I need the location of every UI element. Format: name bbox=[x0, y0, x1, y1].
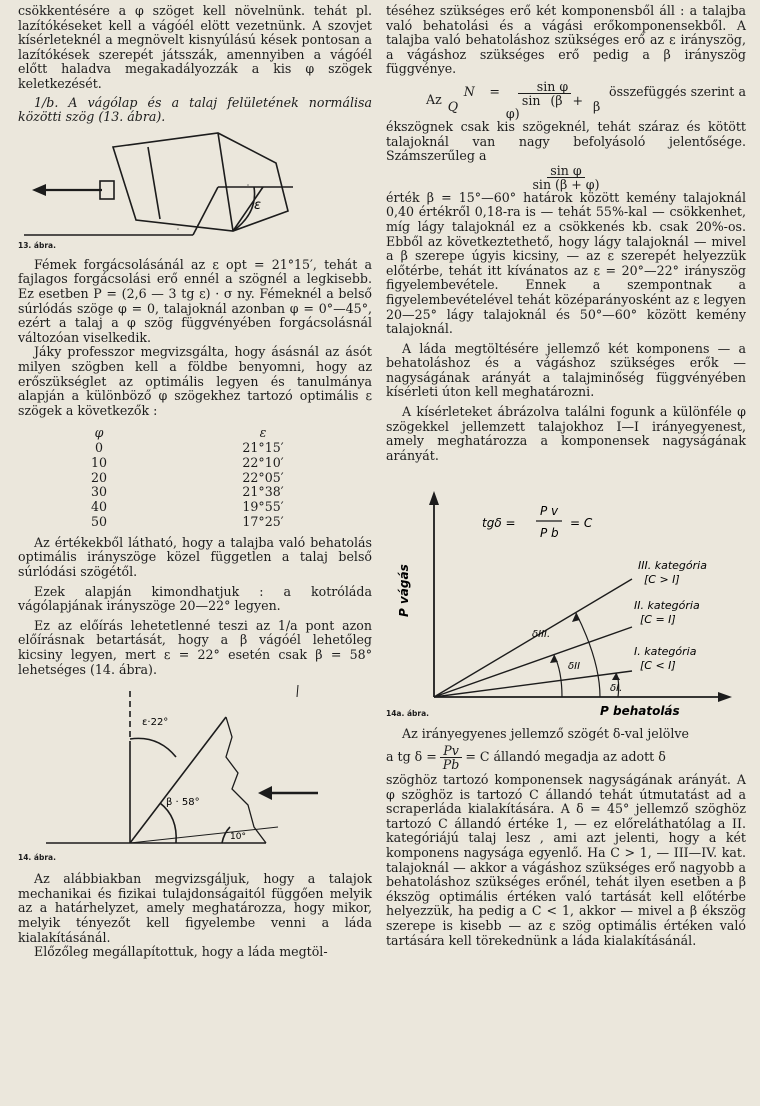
figure-14 bbox=[18, 677, 372, 867]
figure-13-eps-label: ε bbox=[254, 197, 262, 213]
equation-3-pre: a tg δ = bbox=[386, 749, 437, 765]
figure-14a-formula-num: P v bbox=[540, 504, 559, 519]
paragraph: ékszögnek csak kis szögeknél, tehát száraz és kötött talajoknál van nagy befolyásoló jelentősége. Számszerűleg a bbox=[386, 118, 746, 164]
figure-14a-y-label: P vágás bbox=[397, 564, 411, 618]
table-row bbox=[18, 441, 328, 456]
equation-2-numerator: sin φ bbox=[547, 164, 584, 178]
equation-3-numerator: Pv bbox=[440, 744, 462, 758]
figure-14a-line3-cond: [C > I] bbox=[644, 573, 680, 587]
table-row bbox=[18, 515, 328, 530]
figure-14-ten-label: 10° bbox=[230, 832, 246, 843]
table-cell: 21°38′ bbox=[242, 484, 284, 500]
figure-14a bbox=[386, 471, 746, 719]
table-cell: 0 bbox=[94, 440, 103, 456]
table-cell: 22°05′ bbox=[242, 469, 284, 485]
paragraph: Az irányegyenes jellemző szögét δ-val jelölve bbox=[402, 726, 689, 742]
table-row bbox=[18, 485, 328, 500]
figure-14a-delta2: δII bbox=[568, 661, 581, 673]
table-row bbox=[18, 471, 328, 486]
paragraph: Ezek alapján kimondhatjuk : a kotróláda vágólapjának irányszöge 20—22° legyen. bbox=[18, 583, 372, 614]
paragraph: A láda megtöltésére jellemző két komponens — a behatoláshoz és a vágáshoz szükséges erők — nagyságának arányát a talajminőség függvényében kísérleti úton kell meghatározni. bbox=[386, 340, 746, 400]
table-cell: 17°25′ bbox=[242, 514, 284, 530]
table-cell: 10 bbox=[90, 454, 108, 470]
equation-3-fraction bbox=[440, 744, 463, 771]
table-header-phi: φ bbox=[94, 425, 104, 441]
table-row bbox=[18, 456, 328, 471]
figure-13-drawing bbox=[18, 125, 372, 253]
figure-14a-x-label: P behatolás bbox=[600, 704, 680, 719]
paragraph: csökkentésére a φ szöget kell növelnünk. tehát pl. lazítókéseket kell a vágóél elött vezetnünk. A szovjet kísérleteknél a megnövelt kisnyúlású kések pontosan a lazítókések szerepét játsszák, amennyiben a vágóél előtt haladva megakadályozzák a kis φ szögek keletkezését. bbox=[18, 3, 372, 91]
phi-eps-table bbox=[18, 426, 328, 530]
equation-1-pre: Az bbox=[426, 91, 442, 107]
paragraph: érték β = 15°—60° határok között kemény talajoknál 0,40 értékről 0,18-ra is — tehát 55%-kal — csökkenhet, míg lágy talajoknál ez a csökkenés kb. csak 20%-os. Ebből az következtethető, hogy lágy talajoknál — mivel a β szerepe úgyis kicsiny, — az ε szerepét helyezzük előtérbe, tehát itt kívánatos az ε = 20°—22° irányszög figyelembevétele. Ennek a szempontnak a figyelembevételével tehát középarányosként az ε legyen 20—25° lágy talajoknál és 50°—60° között kemény talajoknál. bbox=[386, 189, 746, 337]
equation-2 bbox=[386, 164, 746, 191]
figure-14-drawing bbox=[18, 677, 372, 867]
right-column bbox=[386, 4, 746, 948]
table-cell: 50 bbox=[90, 514, 108, 530]
paragraph: A kísérleteket ábrázolva találni fogunk a különféle φ szögekkel jellemzett talajokhoz I—I irányegyenest, amely meghatározza a komponensek nagyságának arányát. bbox=[386, 404, 746, 463]
equation-1-numerator: sin φ bbox=[518, 80, 571, 94]
figure-14a-chart bbox=[386, 471, 746, 719]
table-cell: 40 bbox=[90, 499, 108, 515]
table-cell: 22°10′ bbox=[242, 454, 284, 470]
figure-14a-formula-rhs: = C bbox=[570, 516, 593, 531]
figure-13 bbox=[18, 125, 372, 253]
paragraph: Előzőleg megállapítottuk, hogy a láda megtöl- bbox=[34, 944, 328, 960]
section-heading: 1/b. A vágólap és a talaj felületének normálisa közötti szög (13. ábra). bbox=[18, 94, 372, 125]
figure-14a-line1-cond: [C < I] bbox=[640, 659, 676, 673]
figure-13-caption: 13. ábra. bbox=[18, 240, 56, 250]
equation-1-denominator: sin (β + φ) bbox=[505, 92, 584, 121]
figure-14-caption: 14. ábra. bbox=[18, 853, 56, 863]
equation-1-fraction bbox=[503, 80, 586, 120]
figure-14a-line3-label: III. kategória bbox=[638, 559, 707, 573]
equation-3-post: = C állandó megadja az adott δ bbox=[465, 749, 666, 765]
paragraph: téséhez szükséges erő két komponensből áll : a talajba való behatolási és a vágási erőkomponensekből. A talajba való behatoláshoz szükséges erő az ε irányszög, a vágáshoz szükséges erő pedig a β irányszög függvénye. bbox=[386, 3, 746, 77]
paragraph: szöghöz tartozó komponensek nagyságának arányát. A φ szöghöz is tartozó C állandó tehát útmutatást ad a scraperláda kialakítására. A δ = 45° jellemző szöghöz tartozó C állandó értéke 1, — ez előreláthatólag a II. kategóriájú talaj lesz , ami azt jelenti, hogy a két komponens nagysága egyenlő. Ha C > 1, — III—IV. kat. talajoknál — akkor a vágáshoz szükséges erő nagyobb a behatoláshoz szükséges erőnél, tehát ilyen esetben a β ékszög optimális értéken való tartását kell előtérbe helyezzük, ha pedig a C < 1, akkor — mivel a β ékszög szerepe is kisebb — az ε szög optimális értéken való tartására kell törekednünk a láda kialakításánál. bbox=[386, 772, 746, 948]
equation-2-fraction bbox=[529, 164, 602, 191]
paragraph: Fémek forgácsolásánál az ε opt = 21°15′, tehát a fajlagos forgácsolási erő ennél a szögnél a legkisebb. Ez esetben P = (2,6 — 3 tg ε) · σ ny. Fémeknél a belső súrlódás szöge φ = 0, talajoknál azonban φ = 0°—45°, ezért a talaj a φ szög függvényében forgácsolásnál változóan viselkedik. bbox=[18, 256, 372, 345]
table-row bbox=[18, 500, 328, 515]
figure-14-eps-label: ε·22° bbox=[142, 717, 169, 729]
paragraph: Jáky professzor megvizsgálta, hogy ásásnál az ásót milyen szögben kell a földbe benyomni, hogy az erőszükséglet az optimális legyen és tanulmánya alapján a különböző φ szögekhez tartozó optimális ε szögek a következők : bbox=[18, 344, 372, 418]
figure-14a-delta1: δI. bbox=[610, 683, 623, 695]
equation-1-post: összefüggés szerint a β bbox=[593, 84, 746, 114]
figure-14a-line2-label: II. kategória bbox=[634, 599, 700, 613]
equation-1 bbox=[386, 80, 746, 120]
equation-3 bbox=[386, 744, 746, 771]
equation-1-lhs: N = Q bbox=[447, 84, 500, 114]
table-header-eps: ε bbox=[259, 425, 267, 441]
paragraph: Ez az előírás lehetetlenné teszi az 1/a pont azon előírásnak betartását, hogy a β vágóél lehetőleg kicsiny legyen, mert ε = 22° esetén csak β = 58° lehetséges (14. ábra). bbox=[18, 617, 372, 677]
figure-14-beta-label: β · 58° bbox=[166, 797, 200, 809]
figure-14a-formula-lhs: tgδ = bbox=[482, 516, 516, 531]
table-cell: 21°15′ bbox=[242, 440, 284, 456]
figure-14a-caption: 14a. ábra. bbox=[386, 709, 429, 719]
figure-14a-delta3: δIII. bbox=[532, 629, 551, 641]
table-cell: 19°55′ bbox=[242, 499, 284, 515]
equation-2-denominator: sin (β + φ) bbox=[532, 176, 600, 192]
equation-3-denominator: Pb bbox=[442, 757, 460, 773]
figure-14a-line1-label: I. kategória bbox=[634, 645, 697, 659]
left-column bbox=[18, 4, 372, 960]
figure-14a-line2-cond: [C = I] bbox=[640, 613, 676, 627]
table-header bbox=[18, 426, 328, 441]
paragraph: Az értékekből látható, hogy a talajba való behatolás optimális irányszöge közel független a talaj belső súrlódási szögétől. bbox=[18, 534, 372, 580]
table-cell: 20 bbox=[90, 469, 108, 485]
table-cell: 30 bbox=[90, 484, 108, 500]
paragraph: Az alábbiakban megvizsgáljuk, hogy a talajok mechanikai és fizikai tulajdonságaitól függően melyik az a határhelyzet, amely meghatározza, hogy mikor, melyik tényezőt kell figyelembe venni a láda kialakításánál. bbox=[18, 871, 372, 945]
figure-14a-formula-den: P b bbox=[540, 526, 559, 541]
